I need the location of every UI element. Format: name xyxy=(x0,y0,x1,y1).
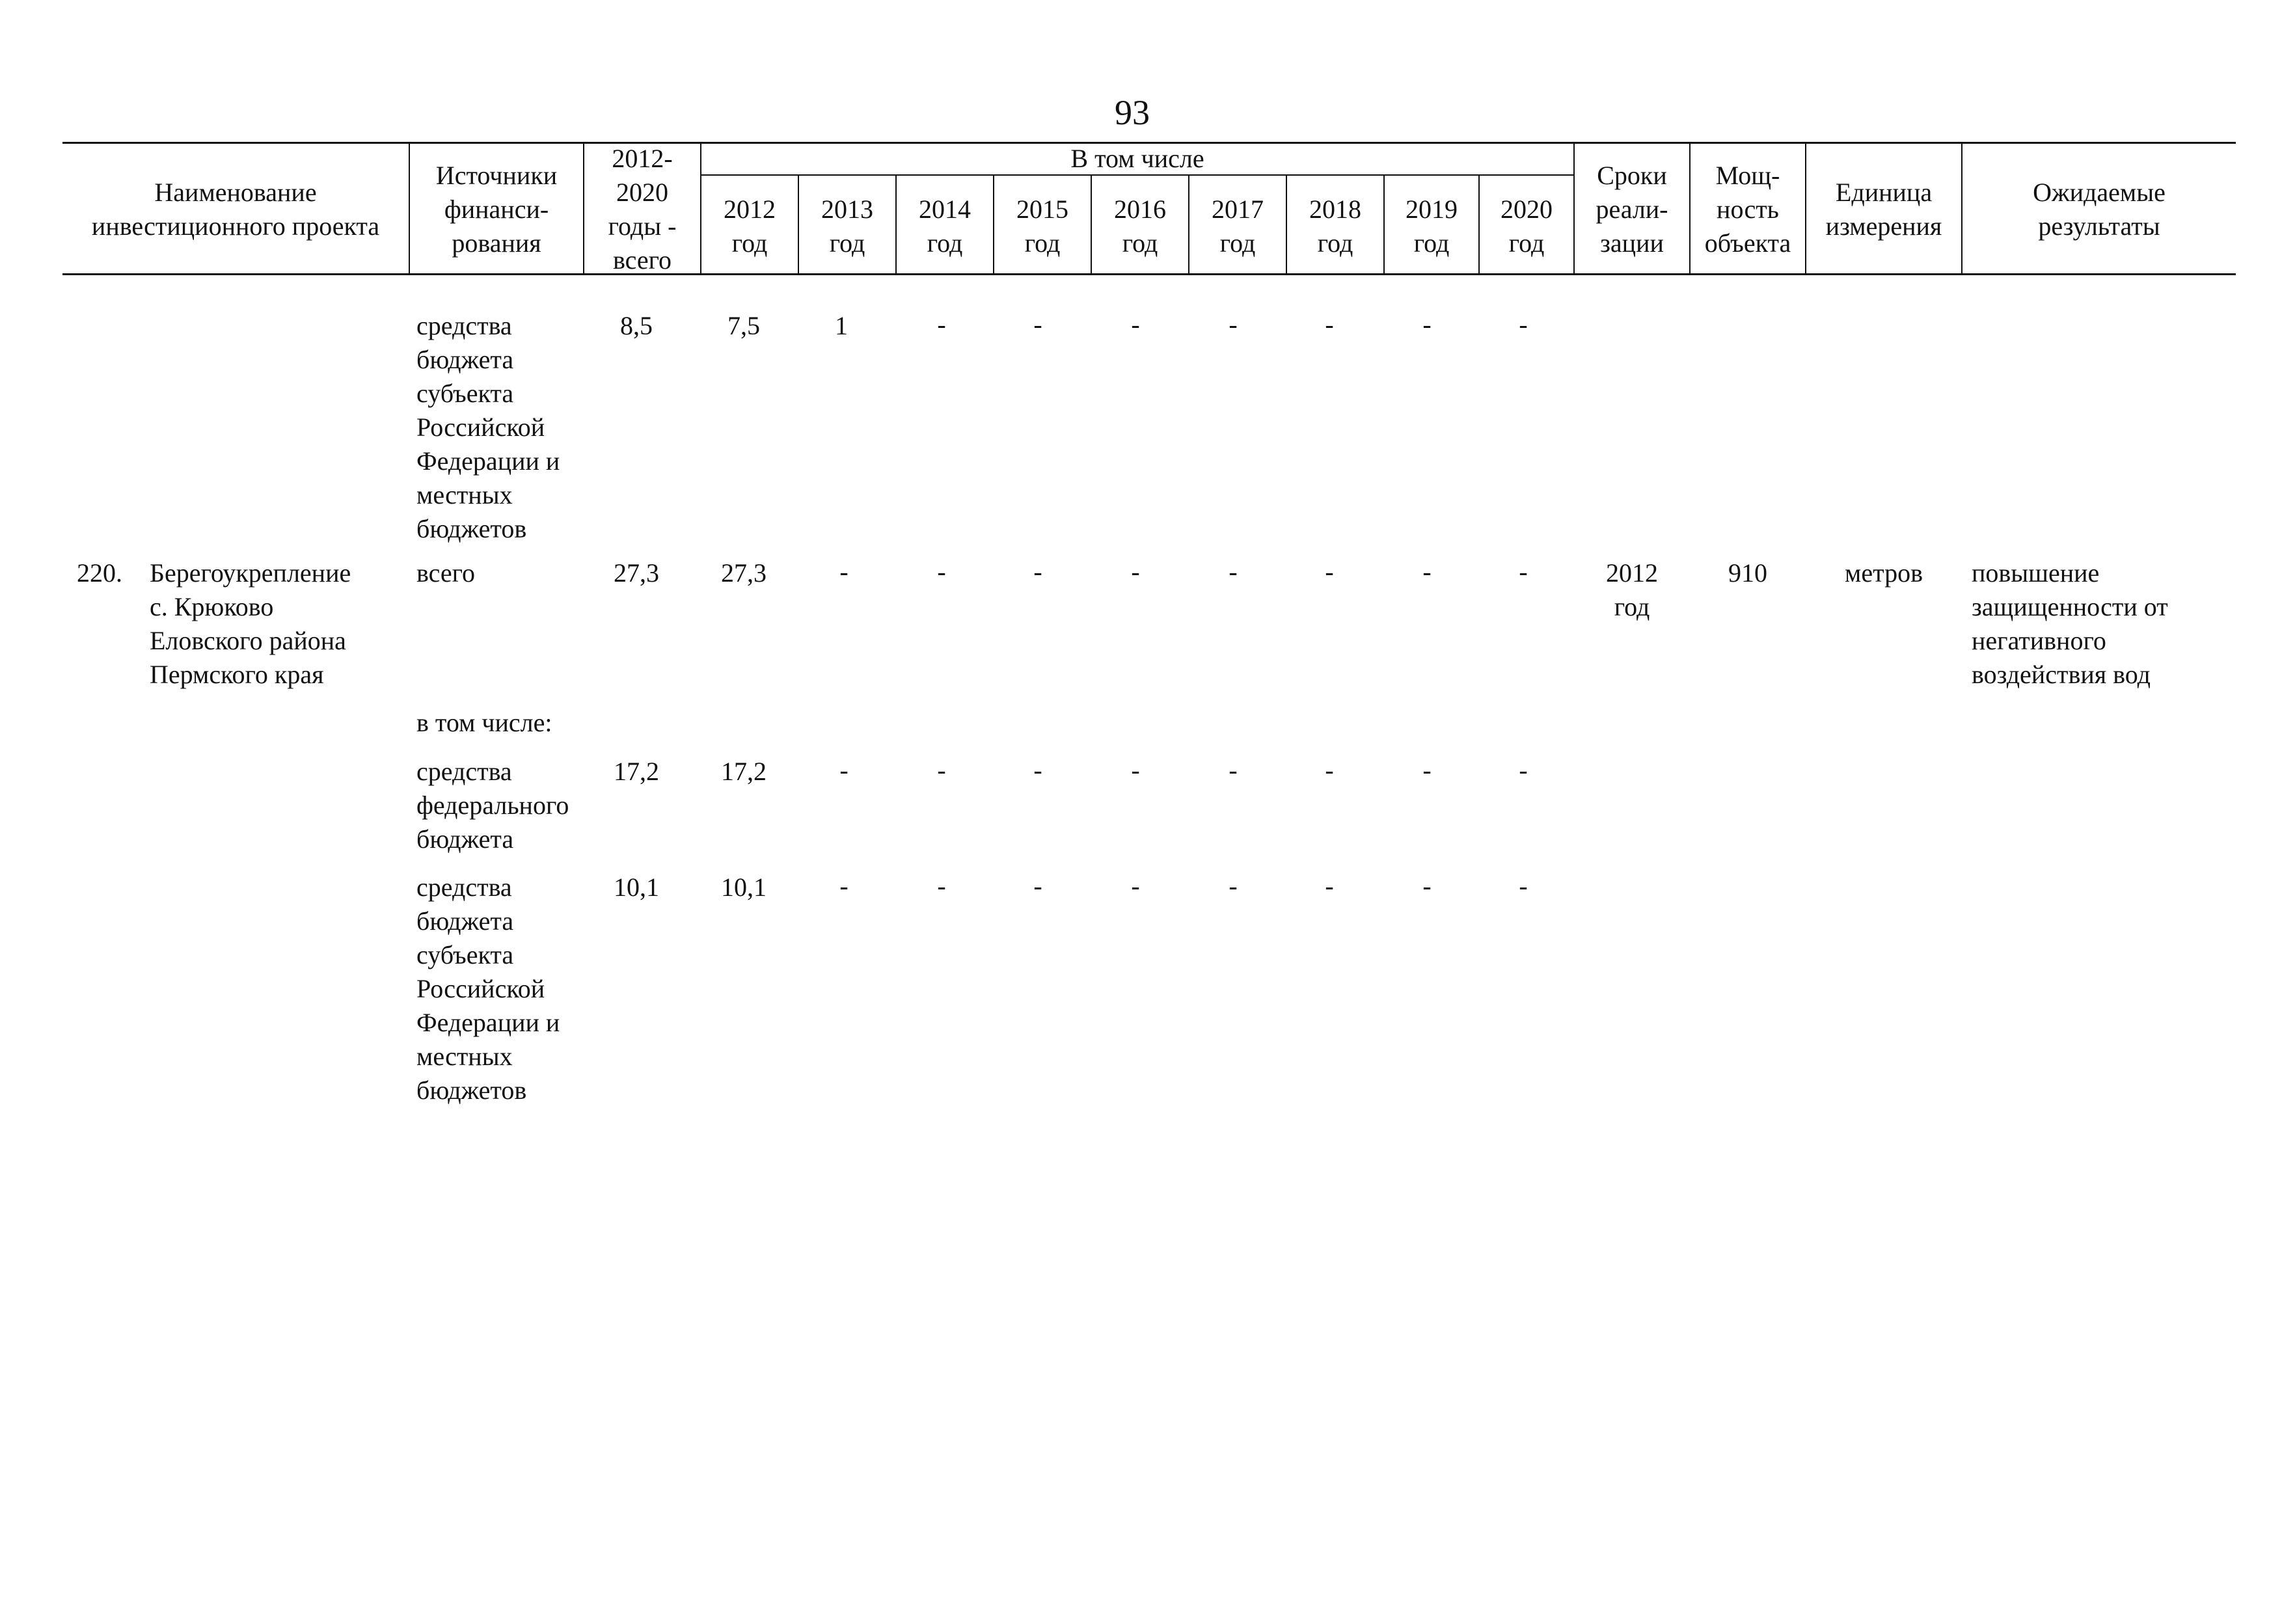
row3-2017: - xyxy=(1229,755,1238,785)
row3-2013: - xyxy=(839,755,849,785)
row4-2016: - xyxy=(1131,871,1140,900)
row0-2014: - xyxy=(937,310,946,339)
row4-2015: - xyxy=(1033,871,1042,900)
row1-2012: 27,3 xyxy=(721,558,767,588)
row1-2015: - xyxy=(1033,557,1042,586)
header-year-2012: 2012 год xyxy=(724,195,776,258)
row1-2020: - xyxy=(1519,557,1528,586)
row0-source: средства бюджета субъекта Российской Федерации и местных бюджетов xyxy=(416,311,560,543)
row4-2014: - xyxy=(937,871,946,900)
row2-including-label: в том числе: xyxy=(416,708,552,737)
row1-2019: - xyxy=(1422,557,1432,586)
row3-source: средства федерального бюджета xyxy=(416,757,569,854)
header-capacity: Мощ- ность объекта xyxy=(1704,161,1791,258)
row0-2016: - xyxy=(1131,310,1140,339)
row1-number: 220. xyxy=(77,558,122,588)
row1-2016: - xyxy=(1131,557,1140,586)
row3-total: 17,2 xyxy=(614,757,659,786)
header-including: В том числе xyxy=(1070,144,1204,173)
header-year-2014: 2014 год xyxy=(919,195,971,258)
page-number: 93 xyxy=(1115,93,1150,132)
header-results: Ожидаемые результаты xyxy=(2033,178,2166,241)
row1-source: всего xyxy=(416,558,476,588)
row4-2017: - xyxy=(1229,871,1238,900)
row1-2014: - xyxy=(937,557,946,586)
row4-2019: - xyxy=(1422,871,1432,900)
row1-2013: - xyxy=(839,557,849,586)
row4-2020: - xyxy=(1519,871,1528,900)
row0-2013: 1 xyxy=(835,311,848,340)
row0-2017: - xyxy=(1229,310,1238,339)
row3-2016: - xyxy=(1131,755,1140,785)
row3-2012: 17,2 xyxy=(721,757,767,786)
header-terms: Сроки реали- зации xyxy=(1596,161,1668,258)
row0-total: 8,5 xyxy=(620,311,653,340)
row1-unit: метров xyxy=(1845,558,1923,588)
header-year-2018: 2018 год xyxy=(1309,195,1361,258)
row1-results: повышение защищенности от негативного воздействия вод xyxy=(1972,558,2168,689)
row3-2018: - xyxy=(1325,755,1334,785)
header-total: 2012- 2020 годы - всего xyxy=(608,144,677,275)
row4-2018: - xyxy=(1325,871,1334,900)
row0-2019: - xyxy=(1422,310,1432,339)
row1-terms: 2012 год xyxy=(1606,558,1658,621)
header-sources: Источники финанси- рования xyxy=(435,161,558,258)
row4-2012: 10,1 xyxy=(721,873,767,902)
row0-2012: 7,5 xyxy=(727,311,760,340)
row1-capacity: 910 xyxy=(1728,558,1767,588)
row1-2017: - xyxy=(1229,557,1238,586)
row1-2018: - xyxy=(1325,557,1334,586)
row0-2020: - xyxy=(1519,310,1528,339)
row3-2014: - xyxy=(937,755,946,785)
row3-2020: - xyxy=(1519,755,1528,785)
row1-total: 27,3 xyxy=(614,558,659,588)
row3-2019: - xyxy=(1422,755,1432,785)
header-unit: Единица измерения xyxy=(1825,178,1942,241)
header-year-2017: 2017 год xyxy=(1212,195,1264,258)
row4-2013: - xyxy=(839,871,849,900)
row0-2018: - xyxy=(1325,310,1334,339)
header-year-2020: 2020 год xyxy=(1501,195,1553,258)
row4-total: 10,1 xyxy=(614,873,659,902)
row4-source: средства бюджета субъекта Российской Федерации и местных бюджетов xyxy=(416,873,560,1105)
header-year-2015: 2015 год xyxy=(1016,195,1068,258)
header-year-2016: 2016 год xyxy=(1114,195,1166,258)
header-bottom-rule xyxy=(62,273,2236,275)
header-year-2013: 2013 год xyxy=(821,195,873,258)
row1-project-name: Берегоукрепление с. Крюково Еловского района Пермского края xyxy=(150,558,351,689)
header-year-2019: 2019 год xyxy=(1406,195,1458,258)
header-project-name: Наименование инвестиционного проекта xyxy=(91,178,380,241)
row3-2015: - xyxy=(1033,755,1042,785)
row0-2015: - xyxy=(1033,310,1042,339)
